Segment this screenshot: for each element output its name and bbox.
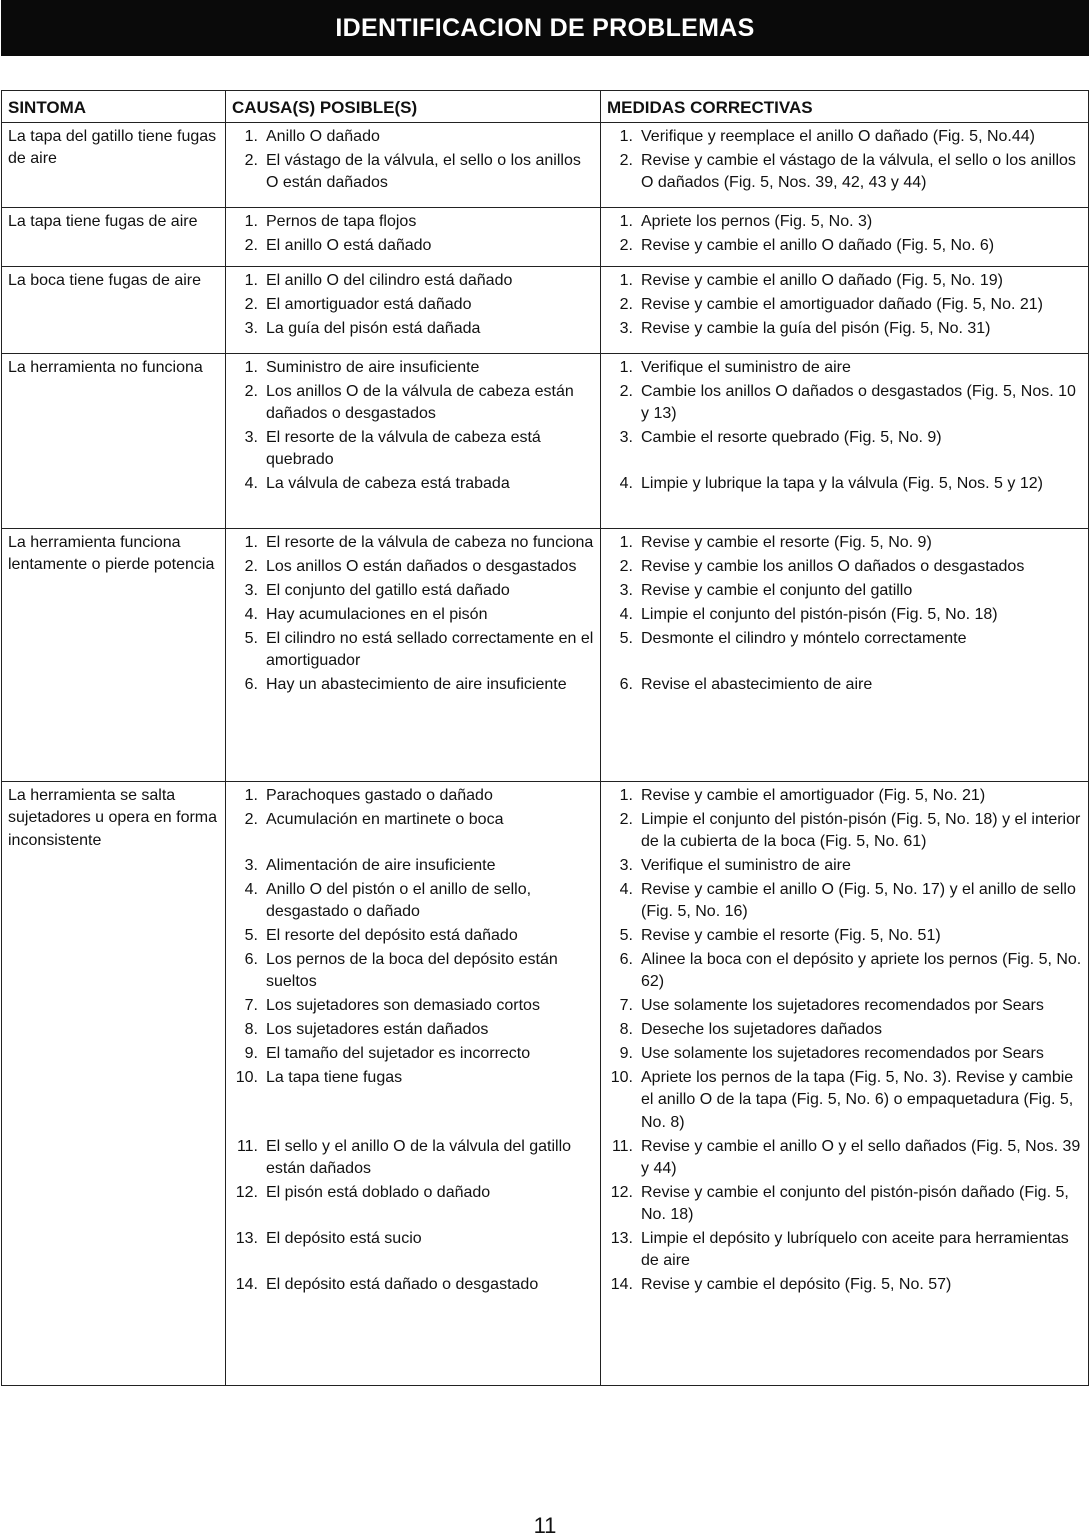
item-text: Los anillos O están dañados o desgastados: [266, 557, 577, 575]
list-item: [607, 1274, 1083, 1297]
list-item: [607, 235, 1083, 258]
item-number: 2.: [619, 810, 633, 828]
troubleshooting-table: [1, 90, 1089, 1386]
table-row: [2, 266, 1089, 353]
item-number: 1.: [244, 533, 258, 551]
item-number: 12.: [235, 1183, 258, 1201]
item-text: Revise y cambie el anillo O (Fig. 5, No. 17) y el anillo de sello (Fig. 5, No. 16): [641, 880, 1076, 920]
list-item: [607, 674, 1083, 697]
item-number: 3.: [619, 581, 633, 599]
list-item: [607, 126, 1083, 149]
item-number: 6.: [619, 675, 633, 693]
list-item: [232, 126, 595, 149]
item-number: 5.: [244, 629, 258, 647]
list-item: [232, 785, 595, 808]
item-text: Revise y cambie el vástago de la válvula, el sello o los anillos O dañados (Fig. 5, Nos. 39, 42, 43 y 44): [641, 151, 1076, 191]
item-number: 7.: [619, 996, 633, 1014]
item-text: Revise y cambie la guía del pisón (Fig. 5, No. 31): [641, 319, 991, 337]
item-number: 2.: [244, 810, 258, 828]
list-item: [607, 294, 1083, 317]
causes-cell: [226, 353, 601, 528]
list-item: [607, 1043, 1083, 1066]
item-text: El cilindro no está sellado correctamente en el amortiguador: [266, 629, 594, 669]
item-text: Revise y cambie el resorte (Fig. 5, No. 51): [641, 926, 941, 944]
list-item: [607, 1182, 1083, 1227]
list-item: [232, 580, 595, 603]
item-number: 10.: [235, 1068, 258, 1086]
causes-cell: [226, 266, 601, 353]
table-row: [2, 122, 1089, 207]
item-text: El tamaño del sujetador es incorrecto: [266, 1044, 531, 1062]
list-item: [607, 357, 1083, 380]
item-text: Revise y cambie el anillo O dañado (Fig. 5, No. 19): [641, 271, 1003, 289]
item-text: Limpie el conjunto del pistón-pisón (Fig. 5, No. 18): [641, 605, 998, 623]
list-item: [607, 473, 1083, 496]
list-item: [607, 381, 1083, 426]
item-text: Revise y cambie el anillo O dañado (Fig. 5, No. 6): [641, 236, 995, 254]
item-number: 2.: [244, 382, 258, 400]
item-number: 4.: [619, 474, 633, 492]
item-text: Hay acumulaciones en el pisón: [266, 605, 488, 623]
item-number: 1.: [244, 786, 258, 804]
list-item: [232, 809, 595, 854]
item-text: Pernos de tapa flojos: [266, 212, 417, 230]
list-item: [232, 1136, 595, 1181]
list-item: [232, 949, 595, 994]
item-number: 5.: [619, 926, 633, 944]
item-number: 1.: [244, 358, 258, 376]
list-item: [232, 270, 595, 293]
item-number: 3.: [619, 856, 633, 874]
item-text: Alimentación de aire insuficiente: [266, 856, 496, 874]
item-number: 2.: [619, 557, 633, 575]
item-text: El amortiguador está dañado: [266, 295, 472, 313]
item-text: Los sujetadores son demasiado cortos: [266, 996, 540, 1014]
item-number: 4.: [619, 605, 633, 623]
item-text: La tapa tiene fugas: [266, 1068, 403, 1086]
list-item: [607, 556, 1083, 579]
item-number: 2.: [619, 151, 633, 169]
item-text: El conjunto del gatillo está dañado: [266, 581, 510, 599]
item-number: 2.: [244, 151, 258, 169]
item-text: Acumulación en martinete o boca: [266, 810, 504, 828]
list-item: [607, 270, 1083, 293]
item-number: 2.: [619, 382, 633, 400]
item-number: 5.: [619, 629, 633, 647]
list-item: [232, 150, 595, 195]
item-number: 1.: [619, 127, 633, 145]
item-text: Revise y cambie el conjunto del pistón-pisón dañado (Fig. 5, No. 18): [641, 1183, 1069, 1223]
item-text: Revise y cambie el conjunto del gatillo: [641, 581, 913, 599]
list-item: [607, 604, 1083, 627]
item-number: 4.: [244, 605, 258, 623]
item-text: Revise y cambie el depósito (Fig. 5, No. 57): [641, 1275, 952, 1293]
item-text: Verifique el suministro de aire: [641, 358, 851, 376]
item-text: Hay un abastecimiento de aire insuficiente: [266, 675, 567, 693]
list-item: [607, 925, 1083, 948]
item-text: Desmonte el cilindro y móntelo correctamente: [641, 629, 967, 647]
list-item: [607, 809, 1083, 854]
item-text: Cambie los anillos O dañados o desgastados (Fig. 5, Nos. 10 y 13): [641, 382, 1076, 422]
item-text: Limpie el depósito y lubríquelo con aceite para herramientas de aire: [641, 1229, 1069, 1269]
item-number: 11.: [611, 1137, 633, 1155]
list-item: [232, 532, 595, 555]
item-text: Los anillos O de la válvula de cabeza están dañados o desgastados: [266, 382, 574, 422]
causes-cell: [226, 122, 601, 207]
list-item: [607, 1136, 1083, 1181]
item-text: Cambie el resorte quebrado (Fig. 5, No. 9): [641, 428, 942, 446]
symptom-cell: La tapa tiene fugas de aire: [2, 207, 226, 266]
item-text: Los pernos de la boca del depósito están sueltos: [266, 950, 558, 990]
item-text: Revise y cambie los anillos O dañados o desgastados: [641, 557, 1025, 575]
table-row: [2, 353, 1089, 528]
list-item: [232, 1182, 595, 1227]
list-item: [232, 235, 595, 258]
item-text: La válvula de cabeza está trabada: [266, 474, 510, 492]
list-item: [232, 1274, 595, 1297]
column-header-sintoma: SINTOMA: [2, 91, 226, 123]
measures-cell: [601, 528, 1089, 781]
item-text: El vástago de la válvula, el sello o los anillos O están dañados: [266, 151, 581, 191]
item-number: 5.: [244, 926, 258, 944]
list-item: [232, 1067, 595, 1135]
symptom-cell: La tapa del gatillo tiene fugas de aire: [2, 122, 226, 207]
symptom-cell: La boca tiene fugas de aire: [2, 266, 226, 353]
item-number: 6.: [244, 950, 258, 968]
list-item: [607, 1067, 1083, 1135]
item-number: 12.: [610, 1183, 633, 1201]
item-number: 9.: [619, 1044, 633, 1062]
item-text: El anillo O está dañado: [266, 236, 432, 254]
causes-cell: [226, 528, 601, 781]
item-number: 1.: [244, 127, 258, 145]
page-title: IDENTIFICACION DE PROBLEMAS: [1, 0, 1089, 56]
list-item: [607, 995, 1083, 1018]
item-number: 2.: [244, 557, 258, 575]
item-text: El sello y el anillo O de la válvula del gatillo están dañados: [266, 1137, 572, 1177]
item-text: Apriete los pernos de la tapa (Fig. 5, No. 3). Revise y cambie el anillo O de la tapa (Fig. 5, No. 6) o empaquetadura (Fig. 5, No. 8): [641, 1068, 1074, 1131]
item-number: 3.: [244, 581, 258, 599]
list-item: [607, 1019, 1083, 1042]
list-item: [232, 357, 595, 380]
item-number: 14.: [610, 1275, 633, 1293]
measures-cell: [601, 781, 1089, 1385]
list-item: [232, 855, 595, 878]
list-item: [607, 580, 1083, 603]
causes-cell: [226, 207, 601, 266]
item-text: Suministro de aire insuficiente: [266, 358, 480, 376]
measures-cell: [601, 266, 1089, 353]
list-item: [232, 995, 595, 1018]
item-number: 2.: [244, 295, 258, 313]
list-item: [607, 1228, 1083, 1273]
item-text: La guía del pisón está dañada: [266, 319, 481, 337]
list-item: [232, 427, 595, 472]
list-item: [232, 925, 595, 948]
item-text: El resorte de la válvula de cabeza está quebrado: [266, 428, 541, 468]
symptom-cell: La herramienta no funciona: [2, 353, 226, 528]
list-item: [232, 473, 595, 496]
item-text: Parachoques gastado o dañado: [266, 786, 493, 804]
item-number: 8.: [619, 1020, 633, 1038]
list-item: [232, 294, 595, 317]
item-number: 9.: [244, 1044, 258, 1062]
item-text: El depósito está dañado o desgastado: [266, 1275, 539, 1293]
list-item: [607, 532, 1083, 555]
item-number: 3.: [244, 319, 258, 337]
item-text: Anillo O del pistón o el anillo de sello, desgastado o dañado: [266, 880, 532, 920]
item-number: 6.: [244, 675, 258, 693]
list-item: [232, 879, 595, 924]
list-item: [607, 855, 1083, 878]
item-text: Limpie y lubrique la tapa y la válvula (Fig. 5, Nos. 5 y 12): [641, 474, 1043, 492]
list-item: [232, 674, 595, 697]
item-text: El depósito está sucio: [266, 1229, 422, 1247]
item-number: 7.: [244, 996, 258, 1014]
item-text: Revise el abastecimiento de aire: [641, 675, 873, 693]
item-number: 6.: [619, 950, 633, 968]
item-number: 10.: [610, 1068, 633, 1086]
list-item: [232, 381, 595, 426]
list-item: [232, 604, 595, 627]
item-number: 3.: [619, 428, 633, 446]
item-number: 3.: [619, 319, 633, 337]
item-text: Verifique el suministro de aire: [641, 856, 851, 874]
list-item: [607, 150, 1083, 195]
item-text: Limpie el conjunto del pistón-pisón (Fig. 5, No. 18) y el interior de la cubierta de la boca (Fig. 5, No. 61): [641, 810, 1081, 850]
item-number: 3.: [244, 428, 258, 446]
list-item: [607, 211, 1083, 234]
item-text: Deseche los sujetadores dañados: [641, 1020, 883, 1038]
page-number: 11: [533, 1513, 557, 1538]
symptom-cell: La herramienta se salta sujetadores u opera en forma inconsistente: [2, 781, 226, 1385]
item-text: El resorte del depósito está dañado: [266, 926, 518, 944]
list-item: [232, 1043, 595, 1066]
item-number: 2.: [244, 236, 258, 254]
list-item: [607, 949, 1083, 994]
table-row: [2, 781, 1089, 1385]
table-header-row: [2, 91, 1089, 123]
item-text: Alinee la boca con el depósito y apriete los pernos (Fig. 5, No. 62): [641, 950, 1082, 990]
item-text: Revise y cambie el resorte (Fig. 5, No. 9): [641, 533, 932, 551]
list-item: [607, 427, 1083, 472]
item-number: 4.: [244, 880, 258, 898]
item-number: 1.: [619, 786, 633, 804]
item-number: 1.: [619, 271, 633, 289]
list-item: [232, 318, 595, 341]
item-text: Revise y cambie el amortiguador (Fig. 5, No. 21): [641, 786, 986, 804]
table-row: [2, 207, 1089, 266]
item-text: Use solamente los sujetadores recomendados por Sears: [641, 996, 1044, 1014]
item-number: 4.: [619, 880, 633, 898]
item-text: Los sujetadores están dañados: [266, 1020, 489, 1038]
list-item: [232, 211, 595, 234]
list-item: [232, 1019, 595, 1042]
measures-cell: [601, 122, 1089, 207]
table-row: [2, 528, 1089, 781]
item-text: Anillo O dañado: [266, 127, 380, 145]
item-number: 1.: [619, 212, 633, 230]
item-text: Verifique y reemplace el anillo O dañado (Fig. 5, No.44): [641, 127, 1035, 145]
list-item: [607, 785, 1083, 808]
symptom-cell: La herramienta funciona lentamente o pierde potencia: [2, 528, 226, 781]
item-number: 3.: [244, 856, 258, 874]
item-number: 8.: [244, 1020, 258, 1038]
item-number: 13.: [610, 1229, 633, 1247]
column-header-causas: CAUSA(S) POSIBLE(S): [226, 91, 601, 123]
item-number: 1.: [244, 212, 258, 230]
item-number: 1.: [619, 358, 633, 376]
item-text: El resorte de la válvula de cabeza no funciona: [266, 533, 594, 551]
item-number: 1.: [244, 271, 258, 289]
list-item: [607, 628, 1083, 673]
item-number: 4.: [244, 474, 258, 492]
list-item: [232, 1228, 595, 1273]
item-number: 2.: [619, 236, 633, 254]
measures-cell: [601, 353, 1089, 528]
item-number: 14.: [235, 1275, 258, 1293]
item-text: Revise y cambie el amortiguador dañado (Fig. 5, No. 21): [641, 295, 1043, 313]
item-text: Revise y cambie el anillo O y el sello dañados (Fig. 5, Nos. 39 y 44): [641, 1137, 1081, 1177]
item-number: 1.: [619, 533, 633, 551]
causes-cell: [226, 781, 601, 1385]
list-item: [232, 556, 595, 579]
item-text: Use solamente los sujetadores recomendados por Sears: [641, 1044, 1044, 1062]
list-item: [607, 879, 1083, 924]
item-number: 13.: [235, 1229, 258, 1247]
list-item: [607, 318, 1083, 341]
item-text: El pisón está doblado o dañado: [266, 1183, 491, 1201]
measures-cell: [601, 207, 1089, 266]
item-text: Apriete los pernos (Fig. 5, No. 3): [641, 212, 873, 230]
item-number: 2.: [619, 295, 633, 313]
item-number: 11.: [236, 1137, 258, 1155]
column-header-medidas: MEDIDAS CORRECTIVAS: [601, 91, 1089, 123]
list-item: [232, 628, 595, 673]
item-text: El anillo O del cilindro está dañado: [266, 271, 513, 289]
